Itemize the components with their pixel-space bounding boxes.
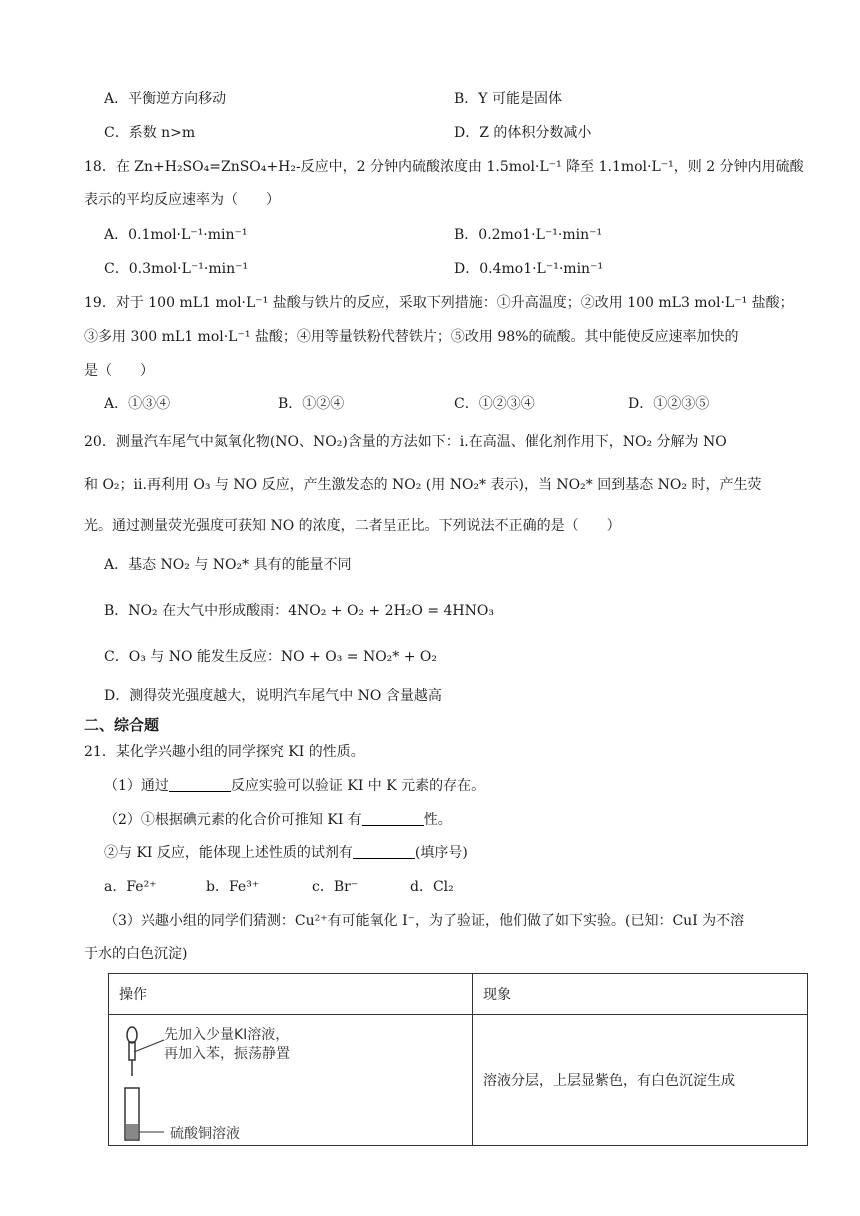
- q20-option-a: A．基态 NO₂ 与 NO₂* 具有的能量不同: [104, 557, 352, 573]
- q20-option-b: B．NO₂ 在大气中形成酸雨：4NO₂ + O₂ + 2H₂O = 4HNO₃: [104, 603, 494, 619]
- q21-part1-pre: （1）通过: [104, 778, 169, 794]
- figure-label-step1: 先加入少量KI溶液，: [164, 1027, 290, 1043]
- q21-part2b: [104, 843, 468, 863]
- q20-stem-line1: 20．测量汽车尾气中氮氧化物(NO、NO₂)含量的方法如下：ⅰ.在高温、催化剂作用下，NO₂ 分解为 NO: [84, 434, 727, 450]
- q21-part2-post: 性。: [423, 812, 452, 828]
- q21-choice-d: d．Cl₂: [410, 879, 454, 895]
- q21-part2b-post: (填序号): [414, 845, 468, 861]
- q18-option-a: A．0.1mol·L⁻¹·min⁻¹: [104, 227, 248, 243]
- figure-label-solution: 硫酸铜溶液: [170, 1126, 240, 1142]
- q18-stem-line2: 表示的平均反应速率为（ ）: [84, 192, 280, 208]
- q17-option-b: B．Y 可能是固体: [454, 91, 562, 107]
- q21-part1: [104, 776, 485, 796]
- figure-label-step2: 再加入苯，振荡静置: [164, 1046, 290, 1062]
- answer-blank-2[interactable]: [362, 811, 424, 826]
- q19-option-c: C．①②③④: [454, 396, 535, 412]
- q19-stem-line1: 19．对于 100 mL1 mol·L⁻¹ 盐酸与铁片的反应，采取下列措施：①升高温度；②改用 100 mL3 mol·L⁻¹ 盐酸；: [84, 295, 794, 311]
- section-heading: 二、综合题: [84, 716, 160, 734]
- phenomenon-cell: 溶液分层，上层显紫色，有白色沉淀生成: [473, 1015, 808, 1146]
- q19-stem-line3: 是（ ）: [84, 363, 154, 379]
- q21-part2: [104, 810, 452, 830]
- q18-option-b: B．0.2mo1·L⁻¹·min⁻¹: [454, 227, 603, 243]
- experiment-figure: [110, 1016, 471, 1144]
- table-row: [109, 1015, 808, 1146]
- table-header-operation: 操作: [109, 974, 473, 1015]
- table-header-phenomenon: 现象: [473, 974, 808, 1015]
- q21-part3-line1: （3）兴趣小组的同学们猜测：Cu²⁺有可能氧化 I⁻，为了验证，他们做了如下实验。(已知：CuI 为不溶: [104, 913, 745, 929]
- q21-part1-post: 反应实验可以验证 KI 中 K 元素的存在。: [230, 778, 486, 794]
- q21-stem: 21．某化学兴趣小组的同学探究 KI 的性质。: [84, 744, 365, 760]
- q18-option-d: D．0.4mo1·L⁻¹·min⁻¹: [454, 261, 604, 277]
- q19-option-d: D．①②③⑤: [628, 396, 710, 412]
- q20-option-d: D．测得荧光强度越大，说明汽车尾气中 NO 含量越高: [104, 688, 442, 704]
- q20-stem-line2: 和 O₂；ⅱ.再利用 O₃ 与 NO 反应，产生激发态的 NO₂ (用 NO₂* 表示)，当 NO₂* 回到基态 NO₂ 时，产生荧: [84, 477, 762, 493]
- q21-part2b-pre: ②与 KI 反应，能体现上述性质的试剂有: [104, 845, 353, 861]
- q17-option-d: D．Z 的体积分数减小: [454, 125, 592, 141]
- q19-option-a: A．①③④: [104, 396, 171, 412]
- q19-option-b: B．①②④: [278, 396, 345, 412]
- q17-option-a: A．平衡逆方向移动: [104, 91, 227, 107]
- q19-stem-line2: ③多用 300 mL1 mol·L⁻¹ 盐酸；④用等量铁粉代替铁片；⑤改用 98%的硫酸。其中能使反应速率加快的: [84, 329, 739, 345]
- q21-choice-b: b．Fe³⁺: [206, 879, 260, 895]
- q21-choice-a: a．Fe²⁺: [104, 879, 157, 895]
- q20-stem-line3: 光。通过测量荧光强度可获知 NO 的浓度，二者呈正比。下列说法不正确的是（ ）: [84, 518, 621, 534]
- answer-blank-3[interactable]: [353, 844, 415, 859]
- q20-option-c: C．O₃ 与 NO 能发生反应：NO + O₃ = NO₂* + O₂: [104, 649, 438, 665]
- q18-option-c: C．0.3mol·L⁻¹·min⁻¹: [104, 261, 249, 277]
- answer-blank-1[interactable]: [169, 777, 231, 792]
- q17-option-c: C．系数 n>m: [104, 125, 196, 141]
- q18-stem-line1: 18．在 Zn+H₂SO₄=ZnSO₄+H₂-反应中，2 分钟内硫酸浓度由 1.5mol·L⁻¹ 降至 1.1mol·L⁻¹，则 2 分钟内用硫酸: [84, 159, 804, 175]
- q21-part2-pre: （2）①根据碘元素的化合价可推知 KI 有: [104, 812, 362, 828]
- experiment-table: [108, 973, 808, 1146]
- table-header-row: [109, 974, 808, 1015]
- operation-cell: [109, 1015, 473, 1146]
- q21-choice-c: c．Br⁻: [312, 879, 359, 895]
- q21-part3-line2: 于水的白色沉淀): [84, 946, 188, 962]
